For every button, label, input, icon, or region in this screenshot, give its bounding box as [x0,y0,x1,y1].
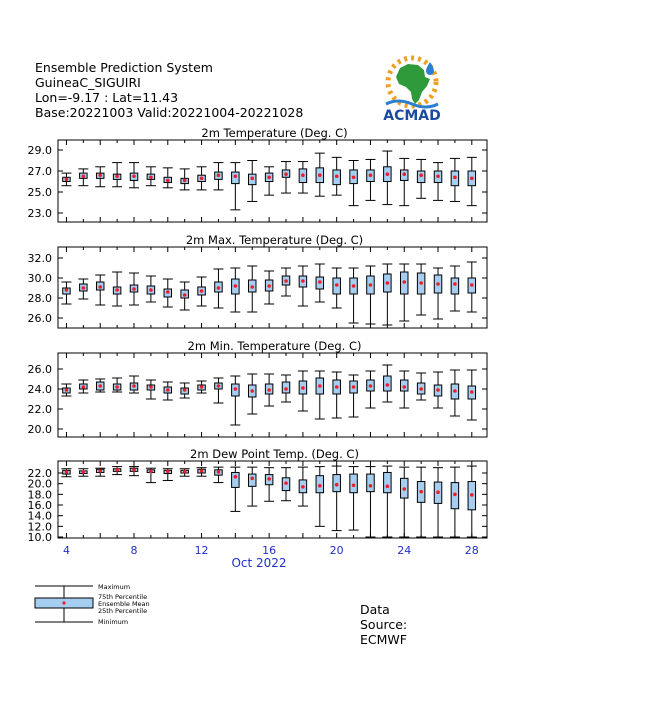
mean-dot [200,177,204,181]
panel-4 [28,447,488,544]
legend-mean-dot [62,601,65,604]
box-10 [163,469,173,481]
x-tick-label: 16 [262,544,277,557]
mean-dot [82,174,86,178]
box-12 [197,277,207,306]
mean-dot [335,483,339,487]
panel-title: 2m Temperature (Deg. C) [201,126,348,140]
box-20 [332,157,342,195]
mean-dot [200,469,204,473]
mean-dot [386,485,390,489]
box-10 [163,279,173,307]
box-28 [467,262,477,312]
box-19 [315,467,325,527]
mean-dot [115,385,119,389]
mean-dot [318,173,322,177]
box-24 [399,158,409,205]
box-7 [112,272,122,306]
y-tick-label: 14.0 [27,509,52,523]
box-6 [95,379,105,392]
mean-dot [183,388,187,392]
mean-dot [301,485,305,489]
mean-dot [217,173,221,177]
mean-dot [453,176,457,180]
box-14 [230,163,240,210]
mean-dot [470,390,474,394]
mean-dot [183,179,187,183]
mean-dot [149,470,153,474]
box-13 [213,269,223,308]
box-14 [230,467,240,511]
box-25 [416,264,426,315]
box-11 [180,383,190,398]
mean-dot [419,173,423,177]
mean-dot [419,387,423,391]
box-25 [416,467,426,537]
y-tick-label: 28.0 [27,292,52,305]
mean-dot [470,283,474,287]
box-8 [129,467,139,476]
mean-dot [98,384,102,388]
legend-label-minimum: Minimum [98,618,129,626]
mean-dot [82,470,86,474]
box-16 [264,167,274,195]
header-coordinates: Lon=-9.17 : Lat=11.43 [35,90,179,105]
box-28 [467,157,477,205]
y-tick-label: 24.0 [27,383,52,396]
mean-dot [217,286,221,290]
mean-dot [369,384,373,388]
box-8 [129,376,139,393]
box-19 [315,264,325,302]
mean-dot [115,468,119,472]
mean-dot [217,384,221,388]
box-9 [146,380,156,399]
panel-title: 2m Max. Temperature (Deg. C) [185,233,364,247]
box-24 [399,371,409,408]
mean-dot [386,281,390,285]
header-title: Ensemble Prediction System [35,60,213,75]
mean-dot [301,279,305,283]
x-tick-label: 24 [397,544,412,557]
legend [30,582,210,630]
mean-dot [98,285,102,289]
box-27 [450,158,460,201]
mean-dot [267,176,271,180]
box-12 [197,167,207,190]
mean-dot [402,487,406,491]
y-tick-label: 12.0 [27,520,52,534]
mean-dot [65,388,69,392]
mean-dot [65,288,69,292]
mean-dot [267,388,271,392]
data-source: Data Source: ECMWF [360,602,408,647]
box-25 [416,373,426,400]
mean-dot [115,288,119,292]
box-23 [382,466,392,537]
box-9 [146,276,156,302]
mean-dot [402,385,406,389]
box-13 [213,163,223,190]
mean-dot [200,385,204,389]
x-tick-label: 20 [329,544,344,557]
mean-dot [115,174,119,178]
mean-dot [149,385,153,389]
box-17 [281,268,291,296]
box-4 [61,384,71,396]
mean-dot [386,383,390,387]
mean-dot [250,389,254,393]
iqr-box [350,474,358,493]
y-tick-label: 10.0 [27,531,52,544]
mean-dot [234,387,238,391]
box-17 [281,375,291,402]
box-5 [78,469,88,476]
mean-dot [301,173,305,177]
box-9 [146,167,156,186]
mean-dot [402,280,406,284]
box-26 [433,372,443,408]
y-tick-label: 23.0 [27,207,52,220]
legend-label-25th: 25th Percentile [98,607,148,615]
box-24 [399,467,409,537]
box-13 [213,378,223,403]
mean-dot [149,176,153,180]
mean-dot [369,173,373,177]
box-13 [213,467,223,482]
box-24 [399,264,409,321]
mean-dot [453,389,457,393]
mean-dot [419,490,423,494]
box-4 [61,282,71,304]
mean-dot [335,283,339,287]
logo-text: ACMAD [383,108,441,124]
box-27 [450,370,460,416]
box-9 [146,468,156,482]
mean-dot [352,284,356,288]
box-15 [247,374,257,414]
mean-dot [369,484,373,488]
mean-dot [352,483,356,487]
box-11 [180,469,190,476]
box-12 [197,468,207,477]
mean-dot [200,289,204,293]
box-17 [281,468,291,501]
box-22 [365,159,375,200]
panel-3 [28,339,488,437]
mean-dot [335,385,339,389]
box-21 [349,161,359,206]
box-11 [180,282,190,310]
panel-2 [28,233,488,328]
box-6 [95,275,105,305]
header-station: GuineaC_SIGUIRI [35,75,141,90]
y-tick-label: 20.0 [27,477,52,491]
box-23 [382,151,392,205]
mean-dot [470,177,474,181]
y-tick-label: 32.0 [27,252,52,265]
box-21 [349,268,359,323]
mean-dot [250,177,254,181]
iqr-box [384,472,392,492]
mean-dot [301,386,305,390]
mean-dot [284,172,288,176]
box-5 [78,169,88,186]
mean-dot [132,468,136,472]
mean-dot [65,470,69,474]
mean-dot [369,283,373,287]
y-tick-label: 16.0 [27,499,52,512]
box-17 [281,162,291,194]
box-12 [197,381,207,393]
box-8 [129,273,139,305]
mean-dot [250,285,254,289]
iqr-box [248,474,256,486]
y-tick-label: 29.0 [27,144,52,157]
box-10 [163,382,173,400]
mean-dot [386,172,390,176]
mean-dot [132,287,136,291]
mean-dot [284,481,288,485]
mean-dot [453,493,457,497]
box-18 [298,162,308,194]
box-26 [433,268,443,319]
y-tick-label: 26.0 [27,312,52,325]
box-28 [467,466,477,537]
box-20 [332,372,342,418]
box-25 [416,159,426,198]
mean-dot [183,470,187,474]
iqr-box [367,474,375,492]
mean-dot [267,477,271,481]
mean-dot [82,286,86,290]
mean-dot [284,387,288,391]
mean-dot [470,493,474,497]
box-14 [230,376,240,425]
mean-dot [453,282,457,286]
x-tick-label: 8 [130,544,138,557]
panel-title: 2m Min. Temperature (Deg. C) [187,339,362,353]
legend-label-mean: Ensemble Mean [98,600,150,608]
mean-dot [166,470,170,474]
box-21 [349,375,359,417]
box-28 [467,370,477,420]
legend-label-maximum: Maximum [98,583,131,591]
legend-label-75th: 75th Percentile [98,593,148,601]
box-20 [332,466,342,531]
box-5 [78,380,88,393]
mean-dot [352,385,356,389]
mean-dot [284,279,288,283]
box-27 [450,266,460,311]
x-tick-label: 4 [62,544,70,557]
y-tick-label: 20.0 [27,423,52,436]
box-4 [61,469,71,477]
box-15 [247,161,257,202]
box-6 [95,468,105,476]
box-18 [298,266,308,306]
box-16 [264,468,274,502]
mean-dot [250,477,254,481]
panel-title: 2m Dew Point Temp. (Deg. C) [190,447,359,461]
x-tick-label: 28 [464,544,479,557]
y-tick-label: 18.0 [27,488,52,502]
box-15 [247,266,257,312]
y-tick-label: 25.0 [27,186,52,199]
box-14 [230,268,240,312]
box-27 [450,467,460,537]
box-23 [382,264,392,325]
box-16 [264,271,274,304]
box-26 [433,163,443,201]
header-dates: Base:20221003 Valid:20221004-20221028 [35,105,304,120]
mean-dot [166,290,170,294]
mean-dot [419,281,423,285]
x-axis-label: Oct 2022 [231,556,287,570]
mean-dot [65,178,69,182]
mean-dot [335,174,339,178]
mean-dot [436,388,440,392]
box-15 [247,467,257,506]
mean-dot [318,484,322,488]
box-7 [112,163,122,187]
box-20 [332,268,342,308]
mean-dot [98,469,102,473]
mean-dot [234,475,238,479]
mean-dot [82,385,86,389]
box-22 [365,467,375,537]
box-18 [298,371,308,411]
mean-dot [436,490,440,494]
mean-dot [183,293,187,297]
y-tick-label: 26.0 [27,363,52,376]
panel-frame [58,353,487,437]
mean-dot [436,282,440,286]
box-16 [264,374,274,406]
box-19 [315,371,325,419]
box-4 [61,173,71,186]
mean-dot [402,172,406,176]
mean-dot [318,280,322,284]
mean-dot [132,174,136,178]
iqr-box [232,472,240,487]
box-11 [180,169,190,190]
y-tick-label: 27.0 [27,165,52,178]
box-7 [112,378,122,392]
box-7 [112,467,122,475]
mean-dot [98,173,102,177]
box-22 [365,266,375,324]
mean-dot [166,179,170,183]
mean-dot [352,176,356,180]
mean-dot [436,174,440,178]
box-5 [78,279,88,299]
box-8 [129,163,139,188]
box-21 [349,467,359,530]
box-10 [163,168,173,188]
box-6 [95,167,105,187]
mean-dot [132,384,136,388]
iqr-box [451,278,459,294]
y-tick-label: 22.0 [27,467,52,480]
box-23 [382,365,392,402]
panel-1 [28,126,488,222]
mean-dot [149,288,153,292]
box-19 [315,153,325,196]
y-tick-label: 30.0 [27,272,52,285]
box-26 [433,468,443,537]
y-tick-label: 22.0 [27,403,52,416]
mean-dot [318,384,322,388]
mean-dot [234,284,238,288]
mean-dot [166,388,170,392]
mean-dot [217,470,221,474]
box-18 [298,467,308,506]
mean-dot [234,174,238,178]
mean-dot [267,284,271,288]
x-tick-label: 12 [194,544,209,557]
box-22 [365,371,375,408]
